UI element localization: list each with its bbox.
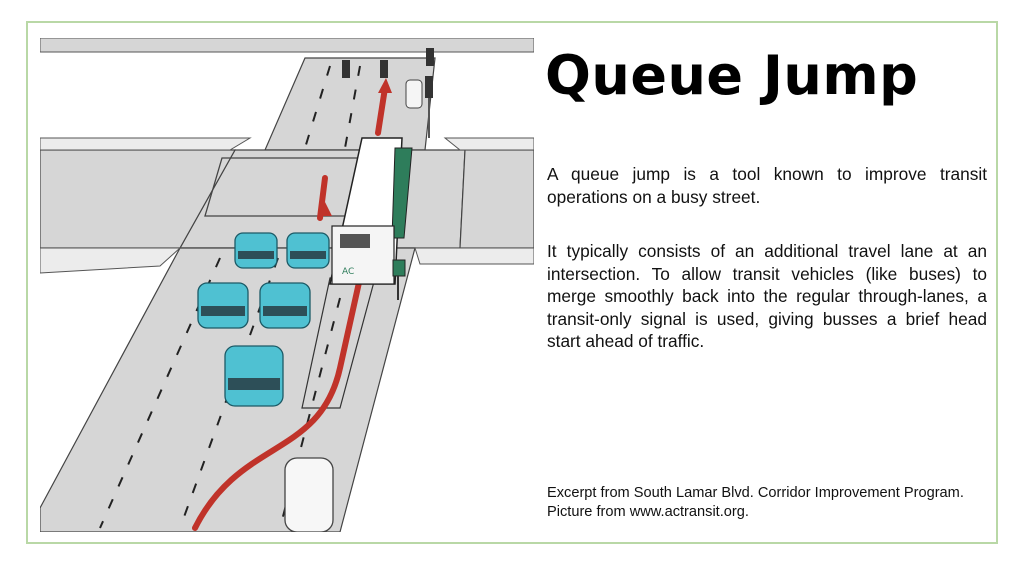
svg-text:AC: AC (342, 267, 355, 277)
source-credit: Excerpt from South Lamar Blvd. Corridor Improvement Program. Picture from www.actransit.org. (547, 485, 964, 520)
description-paragraph: It typically consists of an additional travel lane at an intersection. To allow transit vehicles (like buses) to merge smoothly back into the regular through-lanes, a transit-only signal is used, giving busses a brief head start ahead of traffic. (547, 241, 987, 351)
intro-paragraph: A queue jump is a tool known to improve transit operations on a busy street. (547, 164, 987, 207)
page-title: Queue Jump (545, 44, 919, 107)
queue-jump-illustration (40, 38, 534, 532)
